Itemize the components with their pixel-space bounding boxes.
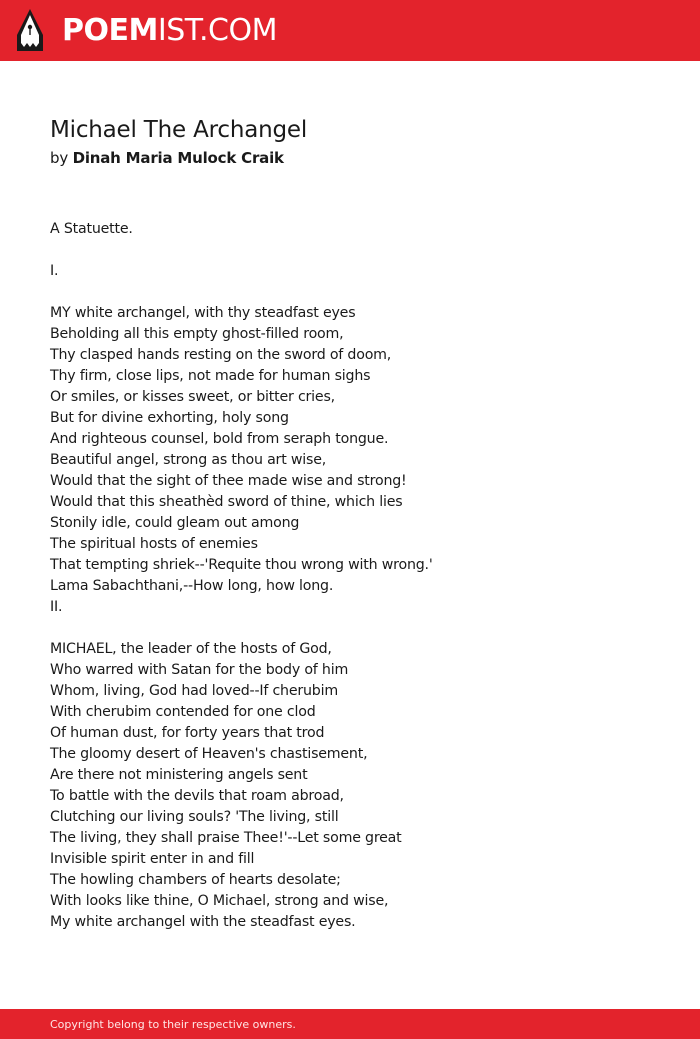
poem-line: The howling chambers of hearts desolate; (50, 872, 341, 888)
poem-line: Would that the sight of thee made wise and strong! (50, 473, 407, 489)
poem-line: But for divine exhorting, holy song (50, 410, 289, 426)
poem-line: The gloomy desert of Heaven's chastisement, (50, 746, 368, 762)
poem-line: Beautiful angel, strong as thou art wise, (50, 452, 327, 468)
pen-nib-icon[interactable] (17, 9, 43, 51)
poem-line: The living, they shall praise Thee!'--Let some great (50, 830, 402, 846)
brand-light-text: IST.COM (157, 13, 277, 48)
poem-line: Thy firm, close lips, not made for human sighs (50, 368, 371, 384)
copyright-text: Copyright belong to their respective owners. (50, 1018, 296, 1031)
poem-line: Beholding all this empty ghost-filled room, (50, 326, 344, 342)
site-logo-link[interactable] (62, 11, 277, 51)
brand-bold-text: POEM (62, 13, 158, 48)
poem-title: Michael The Archangel (50, 117, 308, 143)
poem-line: II. (50, 599, 63, 615)
stanza-break (50, 240, 670, 261)
poem-line: Invisible spirit enter in and fill (50, 851, 255, 867)
poem-line: Are there not ministering angels sent (50, 767, 308, 783)
poem-line: Would that this sheathèd sword of thine, which lies (50, 494, 403, 510)
poem-line: Of human dust, for forty years that trod (50, 725, 325, 741)
poem-line: My white archangel with the steadfast eyes. (50, 914, 356, 930)
poem-line: Clutching our living souls? 'The living, still (50, 809, 339, 825)
byline (50, 149, 284, 167)
stanza-break (50, 282, 670, 303)
poem-line: Who warred with Satan for the body of him (50, 662, 349, 678)
poem-line: The spiritual hosts of enemies (50, 536, 258, 552)
poem-line: With looks like thine, O Michael, strong and wise, (50, 893, 389, 909)
by-label: by (50, 149, 68, 167)
poem-line: Lama Sabachthani,--How long, how long. (50, 578, 334, 594)
poem-line: Stonily idle, could gleam out among (50, 515, 300, 531)
site-header (0, 0, 700, 61)
poem-line: With cherubim contended for one clod (50, 704, 316, 720)
stanza-break (50, 618, 670, 639)
poem-line: That tempting shriek--'Requite thou wrong with wrong.' (50, 557, 433, 573)
poem-line: A Statuette. (50, 221, 133, 237)
poem-line: MICHAEL, the leader of the hosts of God, (50, 641, 332, 657)
site-footer (0, 1009, 700, 1039)
poem-line: Or smiles, or kisses sweet, or bitter cries, (50, 389, 335, 405)
poem-body (50, 219, 670, 933)
author-name: Dinah Maria Mulock Craik (72, 149, 284, 167)
poem-line: I. (50, 263, 59, 279)
poem-line: And righteous counsel, bold from seraph tongue. (50, 431, 389, 447)
poem-line: To battle with the devils that roam abroad, (50, 788, 344, 804)
poem-line: Thy clasped hands resting on the sword of doom, (50, 347, 392, 363)
poem-line: MY white archangel, with thy steadfast eyes (50, 305, 356, 321)
poem-line: Whom, living, God had loved--If cherubim (50, 683, 338, 699)
